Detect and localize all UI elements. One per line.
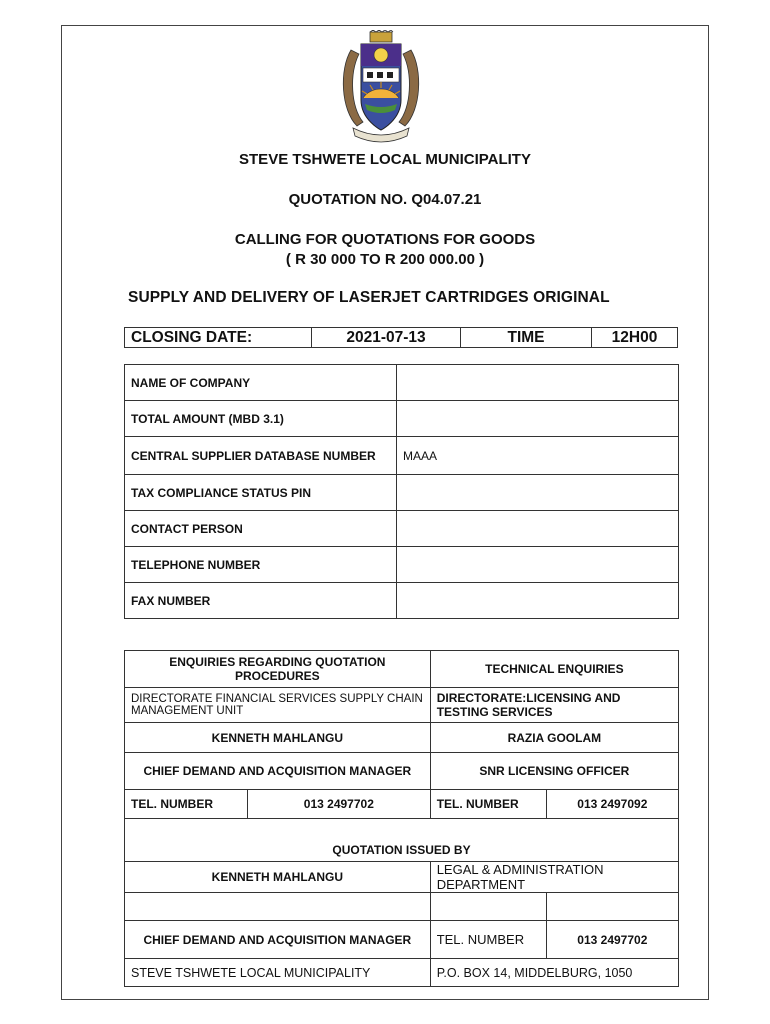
licensing-directorate: DIRECTORATE:LICENSING AND TESTING SERVICES: [430, 688, 678, 723]
form-value-field[interactable]: [397, 547, 679, 583]
closing-time-value: 12H00: [592, 328, 678, 348]
blank-cell: [546, 893, 678, 921]
company-details-form: [124, 364, 679, 619]
technical-contact-name: RAZIA GOOLAM: [430, 723, 678, 753]
form-row: [125, 437, 679, 475]
issuer-tel-label: TEL. NUMBER: [430, 921, 546, 959]
quotation-issued-by-heading: QUOTATION ISSUED BY: [125, 819, 679, 862]
procedures-tel-label: TEL. NUMBER: [125, 790, 248, 819]
issuer-name: KENNETH MAHLANGU: [125, 862, 431, 893]
quotation-subject: SUPPLY AND DELIVERY OF LASERJET CARTRIDGES ORIGINAL: [128, 289, 610, 306]
technical-enquiries-header: TECHNICAL ENQUIRIES: [430, 651, 678, 688]
form-label: CONTACT PERSON: [125, 511, 397, 547]
technical-tel-label: TEL. NUMBER: [430, 790, 546, 819]
technical-tel-value: 013 2497092: [546, 790, 678, 819]
form-row: [125, 365, 679, 401]
procedures-enquiries-header: ENQUIRIES REGARDING QUOTATION PROCEDURES: [125, 651, 431, 688]
calling-for-quotations: CALLING FOR QUOTATIONS FOR GOODS: [234, 231, 536, 248]
form-value-field[interactable]: [397, 401, 679, 437]
quotation-range: ( R 30 000 TO R 200 000.00 ): [285, 251, 485, 268]
quotation-number: QUOTATION NO. Q04.07.21: [288, 191, 482, 208]
form-row: [125, 475, 679, 511]
form-value-field[interactable]: [397, 511, 679, 547]
coat-of-arms-emblem: [337, 30, 425, 148]
procedures-tel-value: 013 2497702: [248, 790, 431, 819]
form-label: CENTRAL SUPPLIER DATABASE NUMBER: [125, 437, 397, 475]
form-row: [125, 401, 679, 437]
form-value-field[interactable]: [397, 365, 679, 401]
footer-address: P.O. BOX 14, MIDDELBURG, 1050: [430, 959, 678, 987]
form-row: [125, 511, 679, 547]
form-value-field[interactable]: MAAA: [397, 437, 679, 475]
technical-contact-title: SNR LICENSING OFFICER: [430, 753, 678, 790]
municipality-title: STEVE TSHWETE LOCAL MUNICIPALITY: [239, 151, 531, 168]
closing-date-value: 2021-07-13: [312, 328, 461, 348]
closing-date-label: CLOSING DATE:: [125, 328, 312, 348]
form-label: FAX NUMBER: [125, 583, 397, 619]
procedures-contact-name: KENNETH MAHLANGU: [125, 723, 431, 753]
form-label: NAME OF COMPANY: [125, 365, 397, 401]
issuer-tel-value: 013 2497702: [546, 921, 678, 959]
blank-cell: [125, 893, 431, 921]
procedures-contact-title: CHIEF DEMAND AND ACQUISITION MANAGER: [125, 753, 431, 790]
form-row: [125, 547, 679, 583]
form-value-field[interactable]: [397, 475, 679, 511]
closing-time-label: TIME: [461, 328, 592, 348]
blank-cell: [430, 893, 546, 921]
form-label: TOTAL AMOUNT (MBD 3.1): [125, 401, 397, 437]
footer-organisation: STEVE TSHWETE LOCAL MUNICIPALITY: [125, 959, 431, 987]
enquiries-table: [124, 650, 679, 987]
form-value-field[interactable]: [397, 583, 679, 619]
form-row: [125, 583, 679, 619]
issuer-title: CHIEF DEMAND AND ACQUISITION MANAGER: [125, 921, 431, 959]
form-label: TELEPHONE NUMBER: [125, 547, 397, 583]
issuer-department: LEGAL & ADMINISTRATION DEPARTMENT: [430, 862, 678, 893]
form-label: TAX COMPLIANCE STATUS PIN: [125, 475, 397, 511]
financial-directorate: DIRECTORATE FINANCIAL SERVICES SUPPLY CHAIN MANAGEMENT UNIT: [125, 688, 431, 723]
closing-date-table: [124, 327, 678, 348]
